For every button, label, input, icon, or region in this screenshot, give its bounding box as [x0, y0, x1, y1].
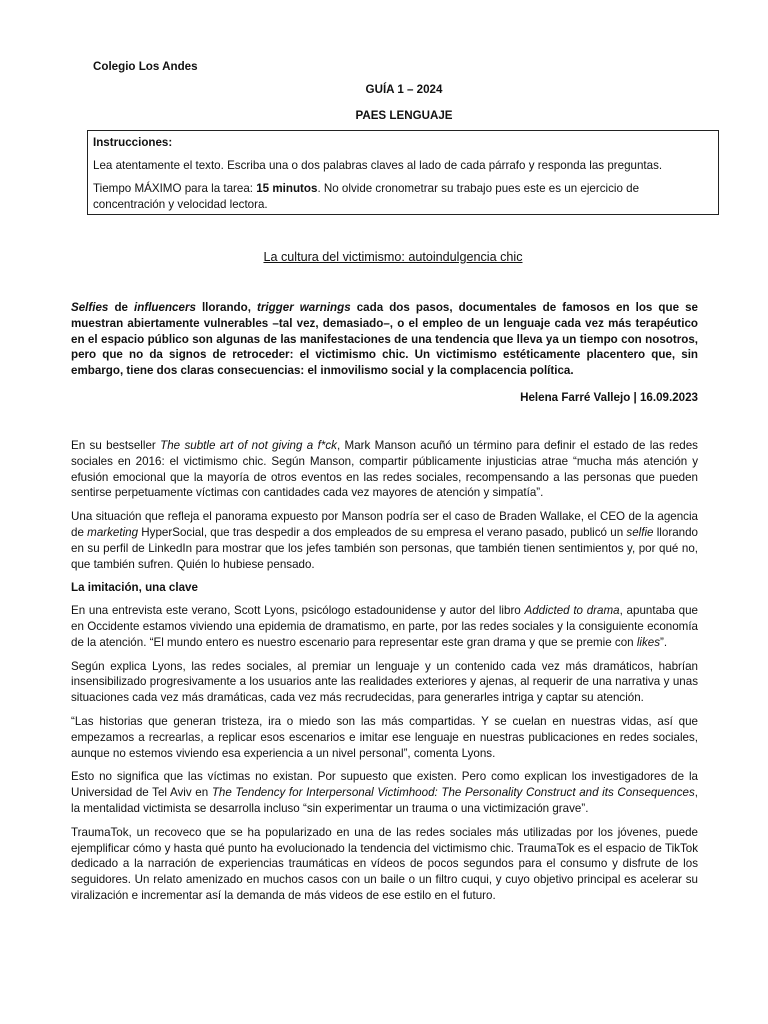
paragraph-7: TraumaTok, un recoveco que se ha popularizado en una de las redes sociales más utilizadas por los jóvenes, puede ejemplificar cómo y hasta qué punto ha evolucionado la tendencia del victimismo chic. TraumaTok es el espacio de TikTok dedicado a la narración de experiencias traumáticas en vídeos de pocos segundos para el consumo y disfrute de los seguidores. Un relato amenizado en muchos casos con un baile o un filtro cuqui, y cuyo objetivo principal es acelerar su viralización e incrementar así la demanda de más videos de ese estilo en el futuro.	[71, 825, 698, 902]
paragraph-3-text-a: En una entrevista este verano, Scott Lyons, psicólogo estadounidense y autor del libro	[71, 604, 525, 618]
paragraph-4: Según explica Lyons, las redes sociales, al premiar un lenguaje y un contenido cada vez más dramáticos, habrían insensibilizado progresivamente a los usuarios ante las realidades exteriores y ajenas, al requerir de una narrativa y unas situaciones cada vez más dramáticas, cada vez más recrudecidas, para generarles intriga y captar su atención.	[71, 659, 698, 705]
section-subheading: La imitación, una clave	[71, 581, 198, 595]
article-byline: Helena Farré Vallejo | 16.09.2023	[520, 391, 698, 404]
instructions-time-value: 15 minutos	[256, 182, 318, 195]
instructions-box	[87, 130, 719, 215]
article-body	[71, 438, 698, 912]
lede-term-trigger-warnings: trigger warnings	[256, 301, 351, 314]
article-title: La cultura del victimismo: autoindulgencia chic	[263, 250, 523, 264]
article-lede	[71, 300, 698, 379]
paragraph-1-text-a: En su bestseller	[71, 439, 161, 452]
paragraph-2-italic-selfie: selfie	[626, 525, 654, 539]
lede-text-3: cada dos pasos, documentales de famosos en los que se muestran abiertamente vulnerables –tal vez, demasiado–, o el empleo de un lenguaje cada vez más terapéutico en el espacio público son algunas de las manifestaciones de una tendencia que lleva ya un tiempo con nosotros, pero que no da signos de retroceder: el victimismo chic. Un victimismo estéticamente placentero que, sin embargo, tiene dos claras consecuencias: el inmovilismo social y la complacencia política.	[71, 301, 698, 378]
paragraph-1	[71, 438, 698, 501]
paragraph-3	[71, 603, 698, 650]
instructions-title: Instrucciones:	[93, 136, 173, 149]
paragraph-3-book-title: Addicted to drama	[524, 604, 620, 618]
guide-number: GUÍA 1 – 2024	[365, 83, 443, 96]
paragraph-2-italic-marketing: marketing	[87, 525, 139, 539]
lede-text-1: de	[108, 301, 135, 314]
paragraph-1-text-b: , Mark Manson acuñó un término para definir el estado de las redes sociales en 2016: el victimismo chic. Según Manson, compartir públicamente injusticias atrae “mucha más atención y efusión emocional que la mayoría de otros eventos en las redes sociales, recompensando a las personas que pueden sentirse perpetuamente víctimas con cantidades cada vez mayores de atención y simpatía”.	[71, 439, 698, 500]
lede-term-selfies: Selfies	[71, 301, 109, 314]
paragraph-3-text-c: ”.	[660, 635, 668, 649]
paragraph-2	[71, 509, 698, 572]
paragraph-2-text-c: llorando en su perfil de LinkedIn para mostrar que los jefes también son personas, que también tienen sentimientos y, por qué no, que también sufren. Quién lo hubiese pensado.	[71, 525, 698, 571]
paragraph-2-text-a: Una situación que refleja el panorama expuesto por Manson podría ser el caso de Braden Wallake, el CEO de la agencia de	[71, 510, 698, 539]
instructions-time-note: . No olvide cronometrar su trabajo pues este es un ejercicio de concentración y velocidad lectora.	[93, 182, 640, 211]
school-name: Colegio Los Andes	[93, 60, 198, 73]
paragraph-6-study-title: The Tendency for Interpersonal Victimhood: The Personality Construct and its Consequences	[211, 786, 695, 800]
paragraph-6-text-a: Esto no significa que las víctimas no existan. Por supuesto que existen. Pero como explican los investigadores de la Universidad de Tel Aviv en	[71, 770, 698, 800]
paragraph-6-text-b: , la mentalidad victimista se desarrolla incluso “sin experimentar un trauma o una victimización grave”.	[71, 786, 698, 815]
paragraph-5: “Las historias que generan tristeza, ira o miedo son las más compartidas. Y se cuelan en nuestras vidas, así que empezamos a recrearlas, a replicar esos escenarios e imitar ese lenguaje en nuestras publicaciones en redes sociales, aunque no estemos viviendo esa experiencia a un nivel personal”, comenta Lyons.	[71, 714, 698, 760]
paragraph-3-italic-likes: likes	[636, 635, 661, 649]
paragraph-1-book-title: The subtle art of not giving a f*ck	[160, 439, 337, 452]
lede-term-influencers: influencers	[134, 301, 196, 314]
paragraph-3-text-b: , apuntaba que en Occidente estamos viviendo una epidemia de dramatismo, en parte, por las redes sociales y la consiguiente economía de la atención. “El mundo entero es nuestro escenario para representar este gran drama y que se premie con	[71, 604, 698, 649]
lede-text-2: llorando,	[195, 301, 257, 314]
instructions-line-2	[93, 181, 713, 212]
subject-title: PAES LENGUAJE	[355, 109, 453, 122]
paragraph-2-text-b: HyperSocial, que tras despedir a dos empleados de su empresa el verano pasado, publicó un	[138, 525, 627, 539]
instructions-time-label: Tiempo MÁXIMO para la tarea:	[93, 182, 257, 195]
instructions-line-1: Lea atentamente el texto. Escriba una o dos palabras claves al lado de cada párrafo y responda las preguntas.	[93, 158, 663, 172]
paragraph-6	[71, 769, 698, 816]
